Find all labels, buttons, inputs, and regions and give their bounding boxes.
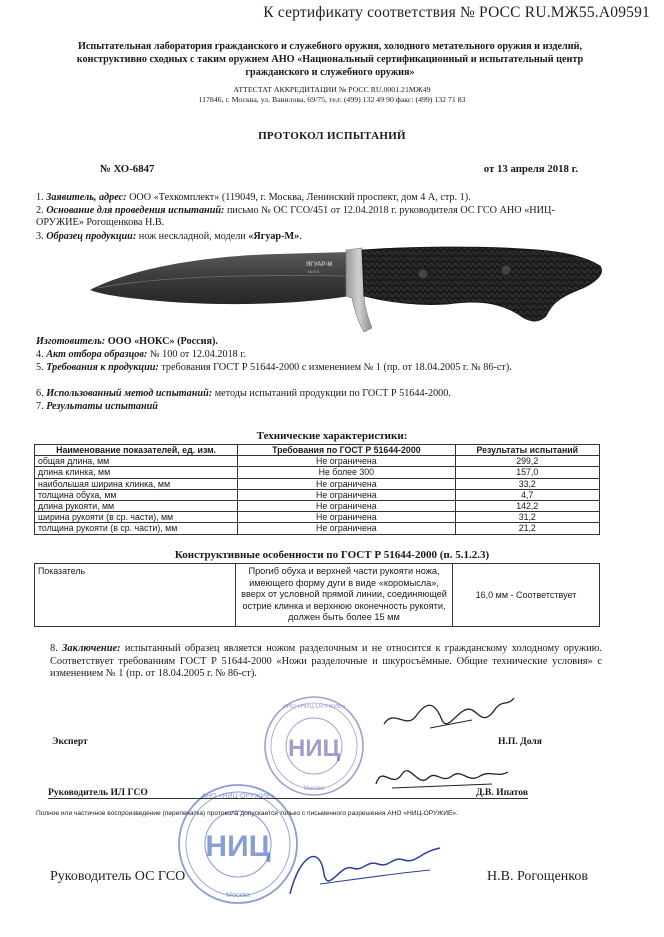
- spec-result-cell: 4,7: [455, 489, 599, 500]
- item-number: 1.: [36, 192, 44, 203]
- spec-result-cell: 33,2: [455, 478, 599, 489]
- spec-indicator-cell: общая длина, мм: [35, 456, 238, 467]
- basis-label: Основание для проведения испытаний:: [46, 205, 225, 216]
- item-number: 3.: [36, 231, 44, 242]
- item-number: 8.: [50, 643, 58, 654]
- item-results: [36, 401, 600, 413]
- knife-handle: [362, 247, 602, 321]
- item-number: 6.: [36, 388, 44, 399]
- spec-result-cell: 299,2: [455, 456, 599, 467]
- spec-table-title: Технические характеристики:: [256, 430, 408, 442]
- spec-requirement-cell: Не ограничена: [238, 456, 455, 467]
- table-row: [35, 467, 600, 478]
- certificate-reference: К сертификату соответствия № РОСС RU.МЖ55.А09591: [263, 4, 650, 21]
- table-row: [35, 512, 600, 523]
- method-label: Использованный метод испытаний:: [46, 388, 213, 399]
- item-number: 5.: [36, 362, 44, 373]
- spec-table-header: [35, 445, 600, 456]
- constr-indicator-label: Показатель: [35, 564, 236, 627]
- constr-table-title: Конструктивные особенности по ГОСТ Р 51644-2000 (п. 5.1.2.3): [174, 549, 490, 561]
- results-label: Результаты испытаний: [46, 401, 158, 412]
- spec-requirement-cell: Не ограничена: [238, 512, 455, 523]
- item-basis: [36, 205, 600, 229]
- spec-result-cell: 142,2: [455, 500, 599, 511]
- table-row: [35, 523, 600, 534]
- spec-header-cell: Наименование показателей, ед. изм.: [35, 445, 238, 456]
- stamp-city-text: Москва: [226, 892, 250, 899]
- spec-indicator-cell: длина рукояти, мм: [35, 500, 238, 511]
- knife-pin-1: [418, 269, 428, 279]
- accreditation-number: АТТЕСТАТ АККРЕДИТАЦИИ № РОСС RU.0001.21МЖ49: [233, 85, 431, 94]
- item-applicant: [36, 192, 600, 204]
- item-sample: 3. Образец продукции: нож нескладной, модели «Ягуар-М».: [36, 231, 302, 242]
- signature-expert: [380, 690, 520, 740]
- manufacturer-value: ООО «НОКС» (Россия).: [107, 336, 218, 347]
- spec-result-cell: 21,2: [455, 523, 599, 534]
- conclusion: [50, 643, 602, 681]
- protocol-number: № ХО-6847: [100, 163, 155, 175]
- applicant-value: ООО «Техкомплект» (119049, г. Москва, Ленинский проспект, дом 4 А, стр. 1).: [126, 192, 471, 203]
- knife-pin-2: [501, 265, 511, 275]
- table-row: [35, 564, 600, 627]
- spec-requirement-cell: Не ограничена: [238, 523, 455, 534]
- spec-indicator-cell: толщина рукояти (в ср. части), мм: [35, 523, 238, 534]
- constr-result: 16,0 мм - Соответствует: [453, 564, 600, 627]
- stamp-org-text: АНО «НИЦ-ОРУЖИЕ»: [282, 704, 346, 710]
- head-lab-row: [48, 787, 528, 799]
- spec-indicator-cell: ширина рукояти (в ср. части), мм: [35, 512, 238, 523]
- spec-table: [34, 444, 600, 535]
- head-os-label: Руководитель ОС ГСО: [50, 869, 186, 884]
- requirements-label: Требования к продукции:: [46, 362, 159, 373]
- accreditation-block: [120, 85, 544, 105]
- item-number: 4.: [36, 349, 44, 360]
- knife-photo: [88, 244, 608, 340]
- conclusion-text: испытанный образец является ножом разделочным и не относится к гражданскому холодному оружию. Соответствует требованиям ГОСТ Р 51644-2000 «Ножи разделочные и шкуросъёмные. Общие технические условия» с изменением № 1 (пр. от 18.04.2005 г. № 86-ст).: [50, 643, 603, 680]
- lab-title: Испытательная лаборатория гражданского и служебного оружия, холодного метательного оружия и изделий, конструктивно сходных с таким оружием АНО «Национальный сертификационный и испытательный центр гражданского и служебного оружия»: [76, 41, 584, 79]
- knife-blade: [90, 252, 350, 304]
- table-row: [35, 456, 600, 467]
- spec-requirement-cell: Не ограничена: [238, 489, 455, 500]
- sample-model: «Ягуар-М»: [248, 231, 300, 242]
- table-row: [35, 500, 600, 511]
- table-row: [35, 478, 600, 489]
- requirements-value: требования ГОСТ Р 51644-2000 с изменением № 1 (пр. от 18.04.2005 г. № 86-ст).: [158, 362, 512, 373]
- protocol-title: ПРОТОКОЛ ИСПЫТАНИЙ: [258, 130, 406, 142]
- head-os-name: Н.В. Рогощенков: [487, 869, 588, 884]
- spec-header-cell: Требования по ГОСТ Р 51644-2000: [238, 445, 455, 456]
- item-number: 2.: [36, 205, 44, 216]
- stamp-center-text: НИЦ: [205, 830, 271, 863]
- stamp-center-text: НИЦ: [287, 735, 341, 762]
- reproduction-footnote: Полное или частичное воспроизведение (перепечатка) протокола допускается только с письменного разрешения АНО «НИЦ-ОРУЖИЕ».: [36, 810, 458, 817]
- item-manufacturer: [36, 336, 600, 348]
- item-requirements: [36, 362, 600, 374]
- manufacturer-label: Изготовитель:: [36, 336, 106, 347]
- lab-address: 117846, г. Москва, ул. Вавилова, 69/75, тел: (499) 132 49 90 факс: (499) 132 71 83: [198, 95, 466, 104]
- item-method: [36, 388, 600, 400]
- spec-requirement-cell: Не ограничена: [238, 478, 455, 489]
- spec-result-cell: 157,0: [455, 467, 599, 478]
- spec-header-cell: Результаты испытаний: [455, 445, 599, 456]
- item-act: [36, 349, 600, 361]
- head-lab-name: Д.В. Ипатов: [475, 787, 528, 798]
- protocol-date: от 13 апреля 2018 г.: [483, 163, 578, 175]
- applicant-label: Заявитель, адрес:: [46, 192, 127, 203]
- spec-requirement-cell: Не более 300: [238, 467, 455, 478]
- constr-table: [34, 563, 600, 627]
- item-number: 7.: [36, 401, 44, 412]
- conclusion-label: Заключение:: [62, 643, 121, 654]
- sample-value: нож нескладной, модели: [136, 231, 249, 242]
- signature-head-os: [280, 834, 450, 904]
- spec-requirement-cell: Не ограничена: [238, 500, 455, 511]
- expert-name: Н.П. Доля: [498, 736, 542, 747]
- blade-etching: ЯГУАР-М: [306, 262, 333, 268]
- basis-value: письмо № ОС ГСО/451 от 12.04.2018 г. руководителя ОС ГСО АНО «НИЦ-ОРУЖИЕ» Рогощенкова Н.В.: [36, 205, 555, 229]
- expert-label: Эксперт: [52, 736, 88, 747]
- sample-label: Образец продукции:: [46, 231, 137, 242]
- stamp-city-text: Москва: [303, 786, 325, 792]
- act-label: Акт отбора образцов:: [46, 349, 148, 360]
- spec-indicator-cell: толщина обуха, мм: [35, 489, 238, 500]
- method-value: методы испытаний продукции по ГОСТ Р 51644-2000.: [212, 388, 451, 399]
- spec-result-cell: 31,2: [455, 512, 599, 523]
- table-row: [35, 489, 600, 500]
- act-value: № 100 от 12.04.2018 г.: [147, 349, 246, 360]
- spec-indicator-cell: длина клинка, мм: [35, 467, 238, 478]
- blade-etching-sub: NOKS: [308, 269, 320, 274]
- head-lab-label: Руководитель ИЛ ГСО: [48, 787, 148, 798]
- stamp-org-text: АНО «НИЦ-ОРУЖИЕ»: [201, 793, 275, 800]
- spec-indicator-cell: наибольшая ширина клинка, мм: [35, 478, 238, 489]
- constr-requirement: Прогиб обуха и верхней части рукояти ножа, имеющего форму дуги в виде «коромысла», вверх от условной прямой линии, соединяющей острие клинка и верхнюю оконечность рукояти, должен быть более 15 мм: [236, 564, 453, 627]
